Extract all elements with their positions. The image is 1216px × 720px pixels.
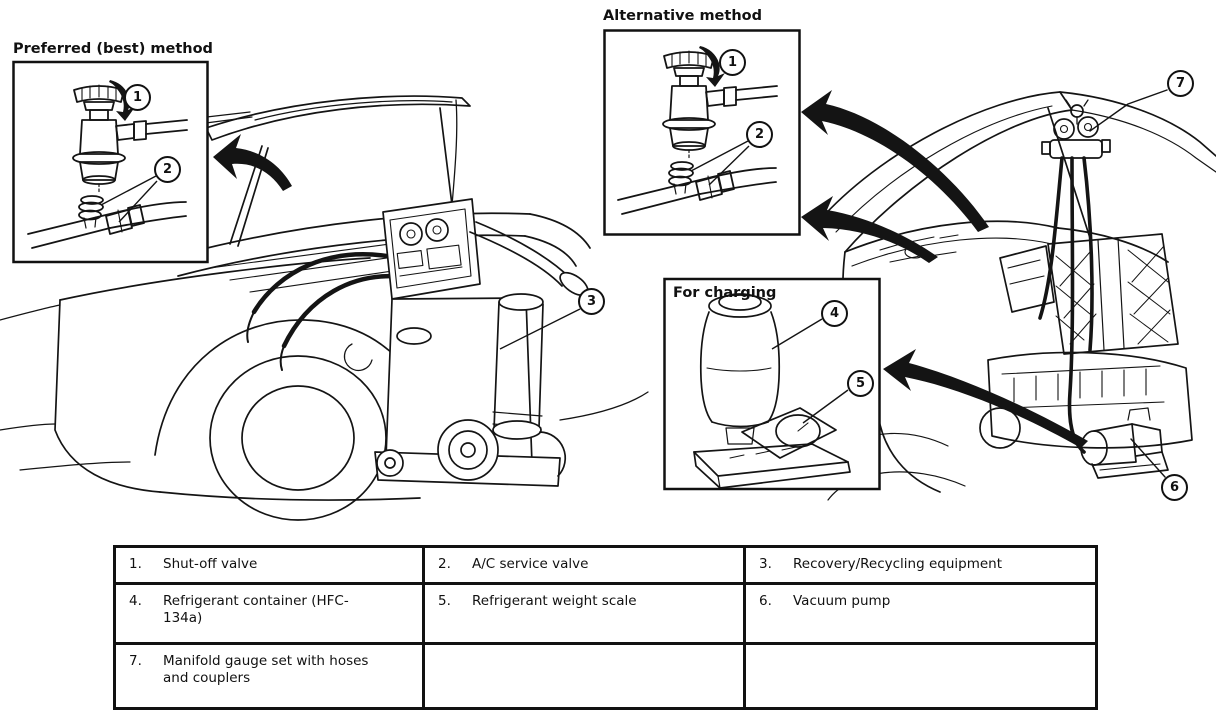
legend-item-number: 6. — [759, 593, 772, 609]
callout-1-alternative-badge: 1 — [719, 49, 746, 76]
truck-grille — [1048, 234, 1178, 354]
vacuum-pump — [1081, 408, 1168, 478]
legend-item-label: Refrigerant container (HFC-134a) — [163, 593, 349, 626]
legend-item-label: Shut-off valve — [163, 556, 258, 572]
legend-item-label: Refrigerant weight scale — [472, 593, 637, 609]
preferred-method-label: Preferred (best) method — [13, 41, 213, 57]
callout-7-badge: 7 — [1167, 70, 1194, 97]
legend-row — [115, 644, 1097, 709]
manifold-gauge-set — [1042, 100, 1110, 158]
legend-item-number: 3. — [759, 556, 772, 572]
legend-item-label: Vacuum pump — [793, 593, 891, 609]
legend-item-number: 4. — [129, 593, 142, 609]
legend-row — [115, 584, 1097, 644]
legend-cell — [115, 584, 424, 644]
legend-cell — [115, 644, 424, 709]
legend-cell — [115, 547, 424, 584]
callout-3-badge: 3 — [578, 288, 605, 315]
legend-item-label: Recovery/Recycling equipment — [793, 556, 1003, 572]
legend-cell — [745, 584, 1097, 644]
legend-row — [115, 547, 1097, 584]
recovery-cart — [375, 199, 592, 486]
callout-2-alternative-badge: 2 — [746, 121, 773, 148]
legend-item-label: A/C service valve — [472, 556, 589, 572]
legend-item-label: Manifold gauge set with hoses and couplers — [163, 653, 369, 686]
legend-cell — [745, 644, 1097, 709]
callout-5-badge: 5 — [847, 370, 874, 397]
legend-cell — [424, 584, 745, 644]
legend-item-number: 1. — [129, 556, 142, 572]
legend-cell — [424, 547, 745, 584]
arrow-to-charging-box — [883, 349, 1088, 448]
charging-label: For charging — [673, 285, 777, 301]
callout-6-badge: 6 — [1161, 474, 1188, 501]
alternative-method-label: Alternative method — [603, 8, 762, 24]
callout-7-leader — [1090, 90, 1167, 131]
callout-4-badge: 4 — [821, 300, 848, 327]
legend-item-number: 5. — [438, 593, 451, 609]
legend-cell — [745, 547, 1097, 584]
callout-1-preferred-badge: 1 — [124, 84, 151, 111]
callout-2-preferred-badge: 2 — [154, 156, 181, 183]
legend-table — [113, 545, 1098, 710]
arrow-to-preferred-box — [213, 134, 292, 191]
legend-cell — [424, 644, 745, 709]
legend-item-number: 2. — [438, 556, 451, 572]
legend-item-number: 7. — [129, 653, 142, 669]
